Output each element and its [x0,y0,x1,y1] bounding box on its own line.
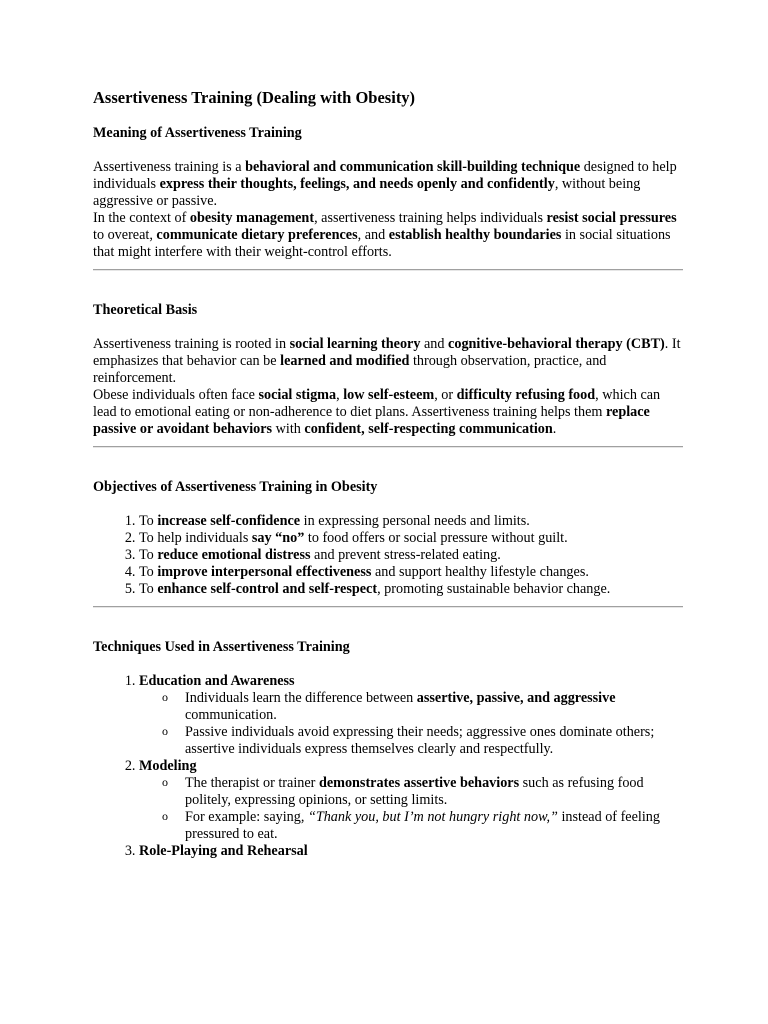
section-heading-objectives: Objectives of Assertiveness Training in Obesity [93,479,378,495]
list-item: o The therapist or trainer demonstrates assertive behaviors such as refusing food politely, expressing opinions, or setting limits. [185,775,683,809]
paragraph-meaning-2: In the context of obesity management, assertiveness training helps individuals resist social pressures to overeat, communicate dietary preferences, and establish healthy boundaries in social situations that might interfere with their weight-control efforts. [93,210,677,260]
paragraph-theory-1: Assertiveness training is rooted in social learning theory and cognitive-behavioral therapy (CBT). It emphasizes that behavior can be learned and modified through observation, practice, and reinforcement. [93,336,681,386]
list-item: 4. To improve interpersonal effectiveness and support healthy lifestyle changes. [139,564,683,581]
paragraph-theory-2: Obese individuals often face social stigma, low self-esteem, or difficulty refusing food, which can lead to emotional eating or non-adherence to diet plans. Assertiveness training helps them replace passive or avoidant behaviors with confident, self-respecting communication. [93,387,661,437]
technique-label: Role-Playing and Rehearsal [139,843,308,859]
technique-label: Education and Awareness [139,673,295,689]
techniques-list [93,673,683,860]
document-title: Assertiveness Training (Dealing with Obesity) [93,88,416,107]
section-heading-theory: Theoretical Basis [93,302,198,318]
list-item: o Passive individuals avoid expressing their needs; aggressive ones dominate others; assertive individuals express themselves clearly and respectfully. [185,724,683,758]
list-item: 3. To reduce emotional distress and prevent stress-related eating. [139,547,683,564]
technique-sublist [139,690,683,758]
technique-label: Modeling [139,758,197,774]
list-item: 1. To increase self-confidence in expressing personal needs and limits. [139,513,683,530]
section-heading-techniques: Techniques Used in Assertiveness Training [93,639,350,655]
list-item: o Individuals learn the difference between assertive, passive, and aggressive communication. [185,690,683,724]
document-body [93,88,683,860]
paragraph-meaning-1: Assertiveness training is a behavioral and communication skill-building technique designed to help individuals express their thoughts, feelings, and needs openly and confidently, without being aggressive or passive. [93,159,677,209]
technique-role-playing [139,843,683,860]
list-item: 2. To help individuals say “no” to food offers or social pressure without guilt. [139,530,683,547]
list-item: o For example: saying, “Thank you, but I’m not hungry right now,” instead of feeling pressured to eat. [185,809,683,843]
technique-sublist [139,775,683,843]
section-heading-meaning: Meaning of Assertiveness Training [93,125,302,141]
technique-education [139,673,683,758]
list-item: 5. To enhance self-control and self-respect, promoting sustainable behavior change. [139,581,683,598]
technique-modeling [139,758,683,843]
objectives-list [93,513,683,598]
